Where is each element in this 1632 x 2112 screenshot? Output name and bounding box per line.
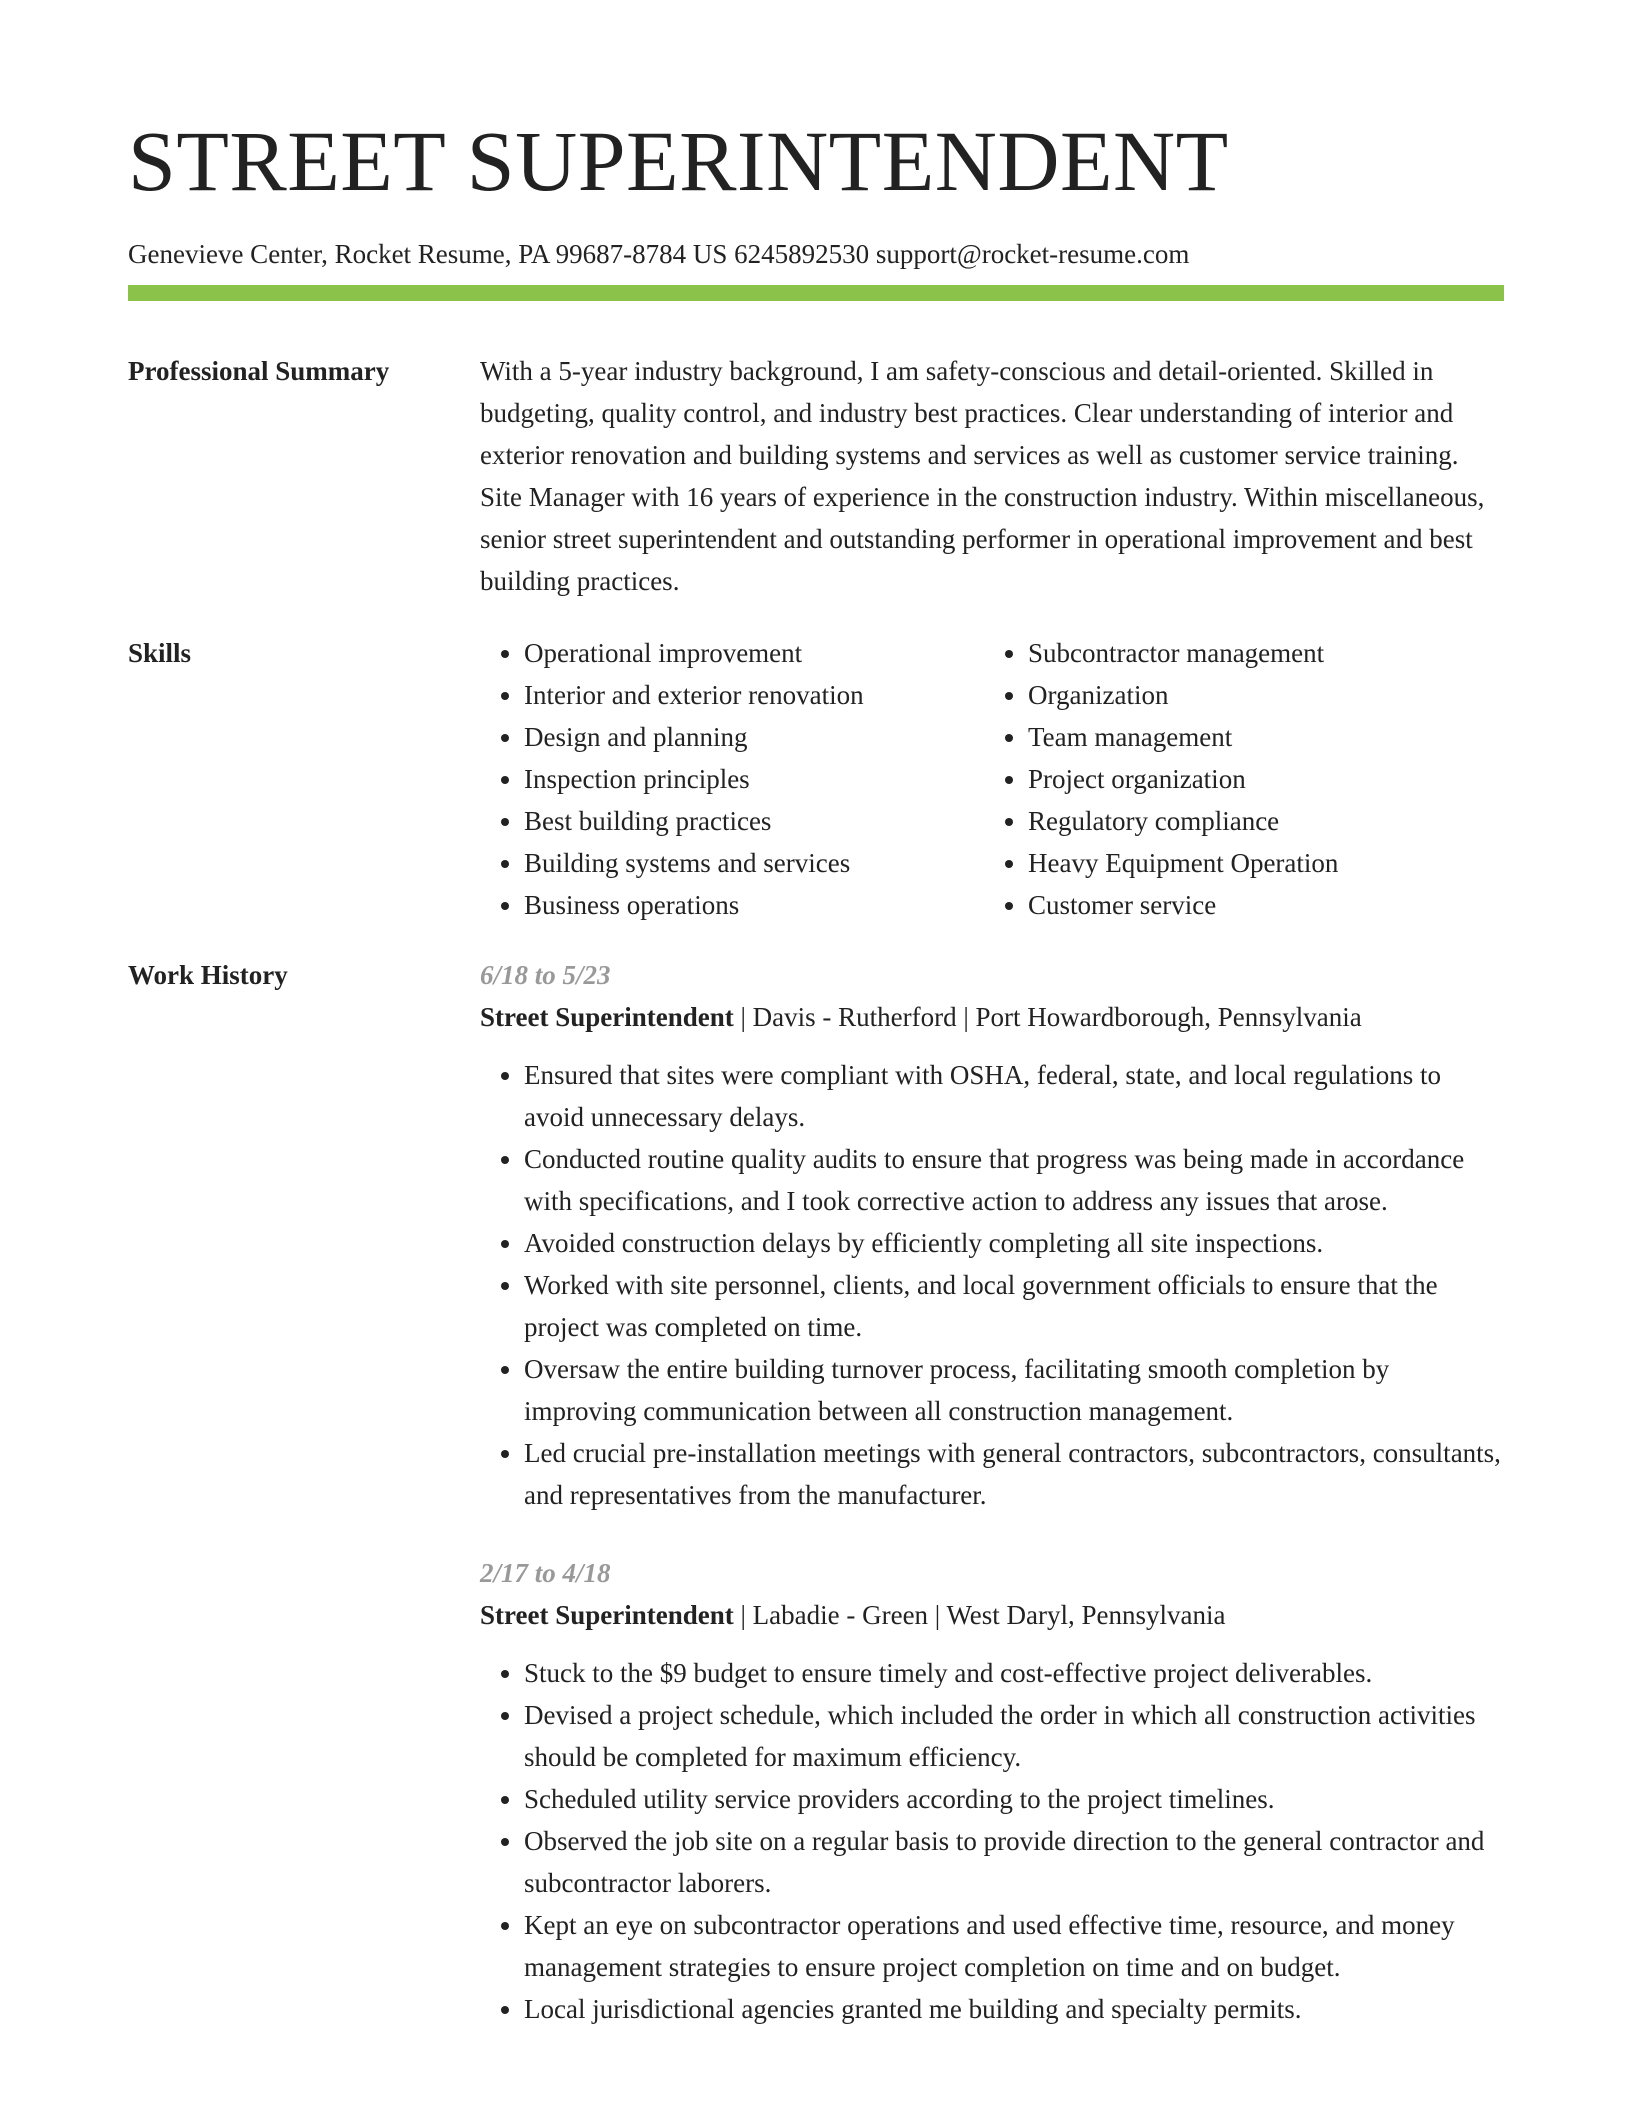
- job-bullet: • Scheduled utility service providers according to the project timelines.: [524, 1778, 1504, 1820]
- skills-list: [480, 632, 1504, 926]
- skill-item: • Subcontractor management: [1028, 632, 1498, 674]
- job-dates: 6/18 to 5/23: [480, 960, 611, 990]
- job-bullet: • Stuck to the $9 budget to ensure timely and cost-effective project deliverables.: [524, 1652, 1504, 1694]
- job-bullet: • Ensured that sites were compliant with OSHA, federal, state, and local regulations to avoid unnecessary delays.: [524, 1054, 1504, 1138]
- job-bullets: [480, 1652, 1504, 2030]
- job-bullet: • Oversaw the entire building turnover process, facilitating smooth completion by improving communication between all construction management.: [524, 1348, 1504, 1432]
- header-divider: [128, 285, 1504, 301]
- job-heading: [480, 996, 1504, 1038]
- job-employer-location: | Labadie - Green | West Daryl, Pennsylvania: [733, 1600, 1226, 1630]
- job-bullet: • Conducted routine quality audits to ensure that progress was being made in accordance with specifications, and I took corrective action to address any issues that arose.: [524, 1138, 1504, 1222]
- candidate-title: STREET SUPERINTENDENT: [128, 113, 1229, 209]
- contact-info: Genevieve Center, Rocket Resume, PA 99687-8784 US 6245892530 support@rocket-resume.com: [128, 239, 1190, 269]
- skill-item: • Inspection principles: [524, 758, 984, 800]
- skill-item: • Interior and exterior renovation: [524, 674, 984, 716]
- skill-item: • Project organization: [1028, 758, 1498, 800]
- job-employer-location: | Davis - Rutherford | Port Howardborough, Pennsylvania: [733, 1002, 1362, 1032]
- skill-item: • Organization: [1028, 674, 1498, 716]
- skills-column-1: [480, 632, 984, 926]
- work-history-body: [480, 954, 1504, 2066]
- job-bullet: • Kept an eye on subcontractor operations and used effective time, resource, and money management strategies to ensure project completion on time and on budget.: [524, 1904, 1504, 1988]
- job-bullet: • Led crucial pre-installation meetings with general contractors, subcontractors, consultants, and representatives from the manufacturer.: [524, 1432, 1504, 1516]
- job-bullets: [480, 1054, 1504, 1516]
- job-bullet: • Local jurisdictional agencies granted me building and specialty permits.: [524, 1988, 1504, 2030]
- job-bullet: • Devised a project schedule, which included the order in which all construction activities should be completed for maximum efficiency.: [524, 1694, 1504, 1778]
- resume-header: [128, 113, 1504, 270]
- skills-heading: Skills: [128, 638, 192, 668]
- job-dates: 2/17 to 4/18: [480, 1558, 611, 1588]
- job-bullet: • Observed the job site on a regular basis to provide direction to the general contractor and subcontractor laborers.: [524, 1820, 1504, 1904]
- skills-column-2: [984, 632, 1498, 926]
- skill-item: • Team management: [1028, 716, 1498, 758]
- summary-text: With a 5-year industry background, I am safety-conscious and detail-oriented. Skilled in budgeting, quality control, and industry best practices. Clear understanding of interior and exterior renovation and building systems and services as well as customer service training. Site Manager with 16 years of experience in the construction industry. Within miscellaneous, senior street superintendent and outstanding performer in operational improvement and best building practices.: [480, 356, 1485, 596]
- job-title: Street Superintendent: [480, 1600, 734, 1630]
- job-title: Street Superintendent: [480, 1002, 734, 1032]
- job-entry: [480, 954, 1504, 1516]
- job-heading: [480, 1594, 1504, 1636]
- skill-item: • Design and planning: [524, 716, 984, 758]
- summary-heading: Professional Summary: [128, 356, 390, 386]
- skill-item: • Business operations: [524, 884, 984, 926]
- skill-item: • Regulatory compliance: [1028, 800, 1498, 842]
- job-bullet: • Worked with site personnel, clients, and local government officials to ensure that the project was completed on time.: [524, 1264, 1504, 1348]
- skill-item: • Best building practices: [524, 800, 984, 842]
- skill-item: • Operational improvement: [524, 632, 984, 674]
- skill-item: • Heavy Equipment Operation: [1028, 842, 1498, 884]
- job-bullet: • Avoided construction delays by efficiently completing all site inspections.: [524, 1222, 1504, 1264]
- work-history-heading: Work History: [128, 960, 288, 990]
- job-entry: [480, 1552, 1504, 2030]
- skill-item: • Customer service: [1028, 884, 1498, 926]
- summary-body: [480, 350, 1504, 602]
- skill-item: • Building systems and services: [524, 842, 984, 884]
